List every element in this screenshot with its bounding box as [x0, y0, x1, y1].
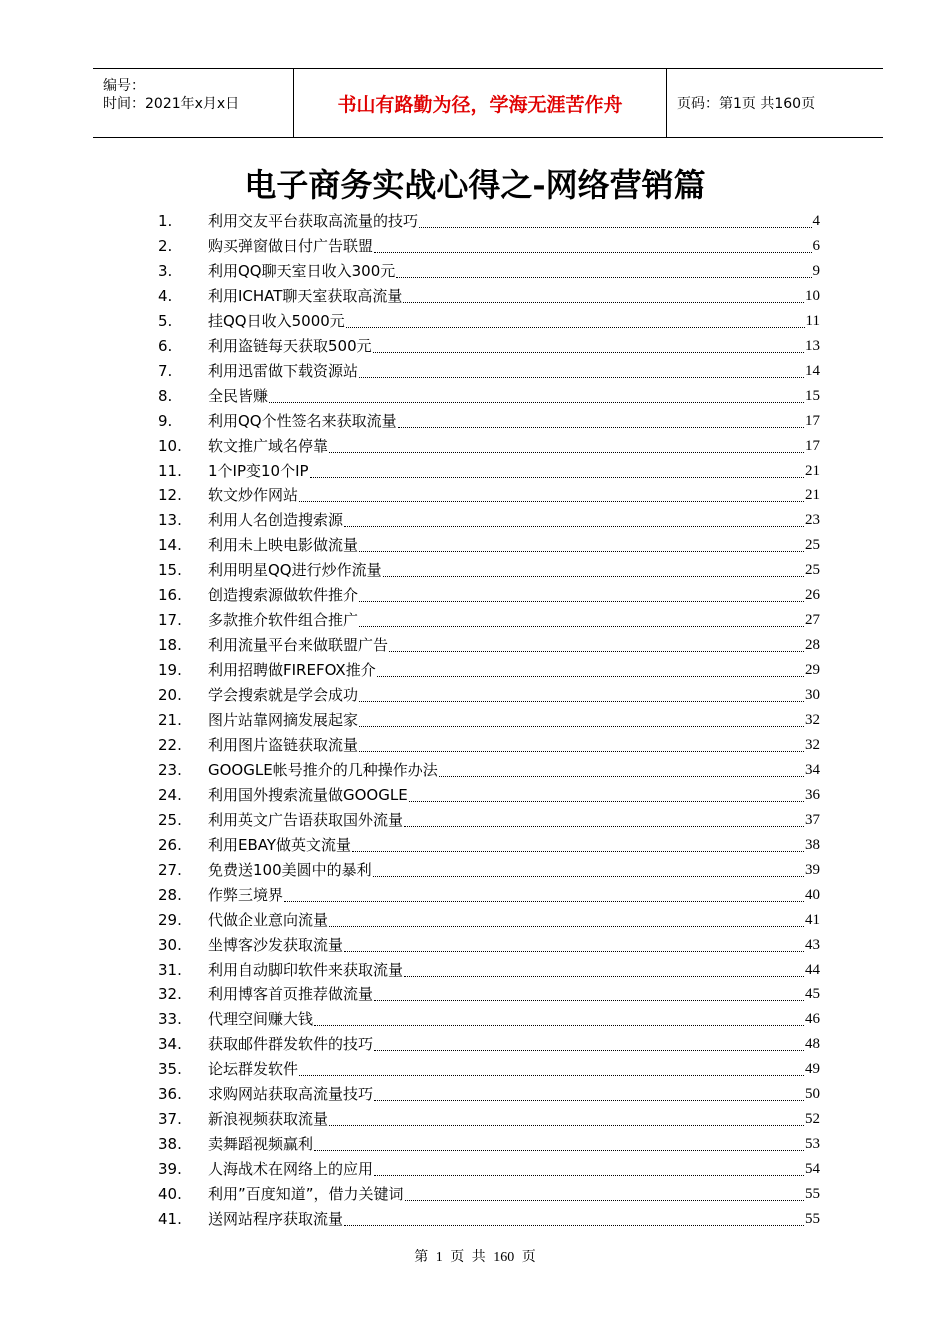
toc-dot-leader: [389, 651, 804, 652]
page-header: [93, 68, 883, 138]
toc-page-number: 46: [805, 1011, 820, 1028]
toc-row[interactable]: [0, 908, 950, 933]
toc-number: 29.: [158, 910, 182, 929]
toc-entry[interactable]: [208, 982, 820, 1007]
toc-row[interactable]: [0, 858, 950, 883]
toc-title: 新浪视频获取流量: [208, 1110, 329, 1129]
toc-page-number: 13: [805, 337, 820, 354]
toc-row[interactable]: [0, 1032, 950, 1057]
toc-number: 19.: [158, 661, 182, 680]
toc-title: 利用国外搜索流量做GOOGLE: [208, 785, 408, 804]
toc-title: 利用图片盗链获取流量: [208, 735, 359, 754]
toc-title: 卖舞蹈视频赢利: [208, 1135, 314, 1154]
toc-row[interactable]: [0, 982, 950, 1007]
toc-row[interactable]: [0, 1207, 950, 1232]
toc-entry[interactable]: [208, 1182, 820, 1207]
toc-entry[interactable]: [208, 1057, 820, 1082]
toc-number: 3.: [158, 261, 173, 280]
toc-dot-leader: [409, 801, 804, 802]
toc-title: 创造搜索源做软件推介: [208, 586, 359, 605]
toc-row[interactable]: [0, 1057, 950, 1082]
toc-title: 求购网站获取高流量技巧: [208, 1085, 374, 1104]
toc-title: 挂QQ日收入5000元: [208, 311, 345, 330]
toc-page-number: 23: [805, 512, 820, 529]
toc-page-number: 26: [805, 587, 820, 604]
toc-row[interactable]: [0, 309, 950, 334]
toc-dot-leader: [419, 227, 811, 228]
toc-entry[interactable]: [208, 409, 820, 434]
toc-entry[interactable]: [208, 508, 820, 533]
toc-page-number: 6: [812, 237, 820, 254]
toc-title: 人海战术在网络上的应用: [208, 1160, 374, 1179]
toc-entry[interactable]: [208, 758, 820, 783]
toc-dot-leader: [284, 901, 804, 902]
toc-row[interactable]: [0, 633, 950, 658]
toc-row[interactable]: [0, 583, 950, 608]
toc-page-number: 11: [805, 312, 820, 329]
toc-row[interactable]: [0, 209, 950, 234]
toc-entry[interactable]: [208, 858, 820, 883]
toc-title: 软文炒作网站: [208, 486, 299, 505]
toc-row[interactable]: [0, 459, 950, 484]
toc-number: 15.: [158, 561, 182, 580]
toc-dot-leader: [346, 327, 805, 328]
toc-entry[interactable]: [208, 1082, 820, 1107]
toc-title: 利用盗链每天获取500元: [208, 336, 372, 355]
toc-entry[interactable]: [208, 1157, 820, 1182]
toc-dot-leader: [314, 1150, 804, 1151]
toc-dot-leader: [396, 277, 811, 278]
toc-page-number: 4: [812, 213, 820, 229]
toc-dot-leader: [374, 1000, 804, 1001]
toc-dot-leader: [310, 477, 804, 478]
toc-page-number: 45: [805, 986, 820, 1003]
toc-dot-leader: [359, 751, 804, 752]
toc-entry[interactable]: [208, 384, 820, 409]
code-label: 编号：: [103, 78, 145, 94]
toc-title: 全民皆赚: [208, 386, 269, 405]
toc-number: 27.: [158, 860, 182, 879]
toc-number: 40.: [158, 1185, 182, 1204]
toc-title: 利用QQ聊天室日收入300元: [208, 261, 396, 280]
toc-entry[interactable]: [208, 933, 820, 958]
toc-title: 软文推广域名停靠: [208, 436, 329, 455]
toc-dot-leader: [329, 926, 804, 927]
toc-title: 利用”百度知道”，借力关键词: [208, 1185, 404, 1204]
toc-dot-leader: [377, 676, 804, 677]
toc-title: 获取邮件群发软件的技巧: [208, 1035, 374, 1054]
toc-number: 39.: [158, 1160, 182, 1179]
toc-dot-leader: [329, 452, 804, 453]
toc-entry[interactable]: [208, 434, 820, 459]
toc-page-number: 49: [805, 1061, 820, 1078]
toc-dot-leader: [359, 601, 804, 602]
toc-entry[interactable]: [208, 259, 820, 284]
toc-entry[interactable]: [208, 1207, 820, 1232]
toc-dot-leader: [299, 501, 804, 502]
toc-row[interactable]: [0, 708, 950, 733]
toc-dot-leader: [439, 776, 804, 777]
page-footer: 第 1 页 共 160 页: [414, 1250, 536, 1265]
toc-number: 23.: [158, 760, 182, 779]
toc-number: 17.: [158, 611, 182, 630]
toc-dot-leader: [359, 551, 804, 552]
toc-title: 利用流量平台来做联盟广告: [208, 636, 389, 655]
toc-title: 利用招聘做FIREFOX推介: [208, 661, 376, 680]
toc-entry[interactable]: [208, 683, 820, 708]
toc-title: 利用人名创造搜索源: [208, 511, 344, 530]
toc-dot-leader: [359, 701, 804, 702]
toc-row[interactable]: [0, 733, 950, 758]
toc-row[interactable]: [0, 608, 950, 633]
header-motto-cell: [293, 69, 667, 137]
toc-title: 多款推介软件组合推广: [208, 611, 359, 630]
header-left-cell: [93, 69, 293, 137]
toc-entry[interactable]: [208, 459, 820, 484]
toc-number: 28.: [158, 885, 182, 904]
toc-number: 13.: [158, 511, 182, 530]
toc-row[interactable]: [0, 1157, 950, 1182]
toc-title: 学会搜索就是学会成功: [208, 686, 359, 705]
toc-entry[interactable]: [208, 284, 820, 309]
toc-number: 20.: [158, 686, 182, 705]
page-info: 页码：第1页 共160页: [677, 96, 816, 112]
toc-page-number: 38: [805, 836, 820, 853]
toc-dot-leader: [403, 302, 804, 303]
toc-page-number: 40: [805, 886, 820, 903]
toc-dot-leader: [299, 1075, 804, 1076]
toc-row[interactable]: [0, 384, 950, 409]
toc-row[interactable]: [0, 558, 950, 583]
toc-row[interactable]: [0, 234, 950, 259]
toc-title: 论坛群发软件: [208, 1060, 299, 1079]
toc-number: 6.: [158, 336, 173, 355]
toc-title: 利用明星QQ进行炒作流量: [208, 561, 382, 580]
toc-title: 送网站程序获取流量: [208, 1210, 344, 1228]
toc-row[interactable]: [0, 833, 950, 858]
toc-dot-leader: [344, 951, 804, 952]
toc-number: 1.: [158, 212, 173, 230]
toc-entry[interactable]: [208, 608, 820, 633]
toc-title: 利用ICHAT聊天室获取高流量: [208, 286, 403, 305]
toc-number: 4.: [158, 286, 173, 305]
toc-page-number: 36: [805, 786, 820, 803]
toc-page-number: 21: [805, 462, 820, 479]
toc-title: 作弊三境界: [208, 885, 284, 904]
toc-dot-leader: [269, 402, 804, 403]
toc-page-number: 25: [805, 562, 820, 579]
toc-number: 10.: [158, 436, 182, 455]
toc-page-number: 15: [805, 387, 820, 404]
toc-row[interactable]: [0, 1107, 950, 1132]
toc-row[interactable]: [0, 1182, 950, 1207]
toc-entry[interactable]: [208, 783, 820, 808]
toc-entry[interactable]: [208, 1132, 820, 1157]
toc-page-number: 21: [805, 487, 820, 504]
toc-page-number: 28: [805, 637, 820, 654]
toc-page-number: 17: [805, 412, 820, 429]
toc-page-number: 43: [805, 936, 820, 953]
toc-entry[interactable]: [208, 1032, 820, 1057]
toc-title: 利用自动脚印软件来获取流量: [208, 960, 404, 979]
toc-title: 代理空间赚大钱: [208, 1010, 314, 1029]
toc-page-number: 10: [805, 287, 820, 304]
toc-title: 1个IP变10个IP: [208, 461, 309, 480]
toc-entry[interactable]: [208, 533, 820, 558]
toc-title: 购买弹窗做日付广告联盟: [208, 236, 374, 255]
toc-page-number: 37: [805, 811, 820, 828]
toc-title: 免费送100美圆中的暴利: [208, 860, 372, 879]
toc-page-number: 52: [805, 1111, 820, 1128]
motto: 书山有路勤为径，学海无涯苦作舟: [337, 93, 623, 116]
toc-dot-leader: [359, 377, 804, 378]
toc-number: 7.: [158, 361, 173, 380]
toc-row[interactable]: [0, 783, 950, 808]
toc-number: 18.: [158, 636, 182, 655]
toc-number: 41.: [158, 1210, 182, 1228]
toc-page-number: 14: [805, 362, 820, 379]
toc-entry[interactable]: [208, 359, 820, 384]
toc-number: 8.: [158, 386, 173, 405]
toc-dot-leader: [374, 1100, 804, 1101]
toc-row[interactable]: [0, 883, 950, 908]
toc-number: 2.: [158, 236, 173, 255]
toc-number: 25.: [158, 810, 182, 829]
toc-number: 30.: [158, 935, 182, 954]
toc-number: 24.: [158, 785, 182, 804]
toc-page-number: 27: [805, 612, 820, 629]
toc-entry[interactable]: [208, 658, 820, 683]
toc-row[interactable]: [0, 359, 950, 384]
toc-page-number: 48: [805, 1036, 820, 1053]
toc-number: 38.: [158, 1135, 182, 1154]
toc-row[interactable]: [0, 758, 950, 783]
toc-dot-leader: [374, 1175, 804, 1176]
toc-title: GOOGLE帐号推介的几种操作办法: [208, 760, 438, 779]
toc-page-number: 34: [805, 761, 820, 778]
toc-entry[interactable]: [208, 583, 820, 608]
toc-page-number: 17: [805, 437, 820, 454]
toc-dot-leader: [373, 352, 804, 353]
toc-page-number: 44: [805, 961, 820, 978]
toc-page-number: 55: [805, 1211, 820, 1227]
toc-title: 利用未上映电影做流量: [208, 536, 359, 555]
toc-page-number: 32: [805, 736, 820, 753]
toc-number: 11.: [158, 461, 182, 480]
toc-dot-leader: [344, 1225, 804, 1226]
toc-row[interactable]: [0, 1007, 950, 1032]
toc-title: 利用博客首页推荐做流量: [208, 985, 374, 1004]
toc-entry[interactable]: [208, 483, 820, 508]
toc-row[interactable]: [0, 683, 950, 708]
toc-entry[interactable]: [208, 908, 820, 933]
toc-dot-leader: [352, 851, 804, 852]
toc-page-number: 54: [805, 1161, 820, 1178]
toc-dot-leader: [374, 252, 811, 253]
toc-row[interactable]: [0, 1132, 950, 1157]
toc-row[interactable]: [0, 1082, 950, 1107]
toc-page-number: 29: [805, 662, 820, 679]
toc-number: 21.: [158, 711, 182, 729]
toc-page-number: 50: [805, 1086, 820, 1103]
header-page-cell: [667, 69, 883, 137]
toc-title: 利用迅雷做下载资源站: [208, 361, 359, 380]
toc-row[interactable]: [0, 483, 950, 508]
toc-title: 图片站靠网摘发展起家: [208, 711, 359, 729]
toc-entry[interactable]: [208, 708, 820, 733]
toc-entry[interactable]: [208, 733, 820, 758]
toc-entry[interactable]: [208, 334, 820, 359]
toc-dot-leader: [314, 1025, 804, 1026]
toc-row[interactable]: [0, 259, 950, 284]
toc-number: 22.: [158, 735, 182, 754]
toc-number: 9.: [158, 411, 173, 430]
toc-page-number: 25: [805, 537, 820, 554]
toc-row[interactable]: [0, 658, 950, 683]
toc-title: 代做企业意向流量: [208, 910, 329, 929]
toc-entry[interactable]: [208, 883, 820, 908]
toc-number: 12.: [158, 486, 182, 505]
toc-number: 32.: [158, 985, 182, 1004]
toc-dot-leader: [329, 1125, 804, 1126]
toc-row[interactable]: [0, 933, 950, 958]
toc-row[interactable]: [0, 409, 950, 434]
toc-title: 利用英文广告语获取国外流量: [208, 810, 404, 829]
toc-dot-leader: [404, 976, 804, 977]
toc-number: 16.: [158, 586, 182, 605]
toc-page-number: 41: [805, 911, 820, 928]
toc-row[interactable]: [0, 284, 950, 309]
toc-number: 34.: [158, 1035, 182, 1054]
toc-entry[interactable]: [208, 958, 820, 983]
toc-number: 5.: [158, 311, 173, 330]
time-label: 时间：2021年x月x日: [103, 96, 240, 112]
toc-row[interactable]: [0, 958, 950, 983]
toc-page-number: 30: [805, 687, 820, 704]
toc-entry[interactable]: [208, 1107, 820, 1132]
toc-dot-leader: [404, 826, 804, 827]
toc-title: 利用QQ个性签名来获取流量: [208, 411, 397, 430]
toc-dot-leader: [344, 526, 804, 527]
toc-dot-leader: [359, 626, 804, 627]
toc-dot-leader: [398, 427, 804, 428]
toc-title: 利用交友平台获取高流量的技巧: [208, 212, 419, 230]
toc-title: 坐博客沙发获取流量: [208, 935, 344, 954]
toc-page-number: 55: [805, 1186, 820, 1203]
toc-number: 26.: [158, 835, 182, 854]
toc-number: 36.: [158, 1085, 182, 1104]
toc-number: 33.: [158, 1010, 182, 1029]
toc-number: 31.: [158, 960, 182, 979]
toc-entry[interactable]: [208, 209, 820, 234]
toc-entry[interactable]: [208, 633, 820, 658]
toc-entry[interactable]: [208, 234, 820, 259]
toc-page-number: 53: [805, 1136, 820, 1153]
toc-entry[interactable]: [208, 833, 820, 858]
toc-dot-leader: [374, 1050, 804, 1051]
toc-entry[interactable]: [208, 309, 820, 334]
toc-page-number: 32: [805, 712, 820, 728]
toc-dot-leader: [359, 726, 804, 727]
toc-number: 35.: [158, 1060, 182, 1079]
toc-entry[interactable]: [208, 558, 820, 583]
toc-row[interactable]: [0, 808, 950, 833]
toc-row[interactable]: [0, 434, 950, 459]
toc-row[interactable]: [0, 334, 950, 359]
toc-number: 14.: [158, 536, 182, 555]
toc-dot-leader: [383, 576, 804, 577]
toc-row[interactable]: [0, 508, 950, 533]
toc-dot-leader: [373, 876, 804, 877]
toc-entry[interactable]: [208, 1007, 820, 1032]
toc-entry[interactable]: [208, 808, 820, 833]
toc-page-number: 39: [805, 861, 820, 878]
toc-number: 37.: [158, 1110, 182, 1129]
toc-dot-leader: [405, 1200, 804, 1201]
toc-row[interactable]: [0, 533, 950, 558]
toc-page-number: 9: [812, 262, 820, 279]
toc-title: 利用EBAY做英文流量: [208, 835, 352, 854]
document-title: 电子商务实战心得之-网络营销篇: [244, 166, 706, 204]
